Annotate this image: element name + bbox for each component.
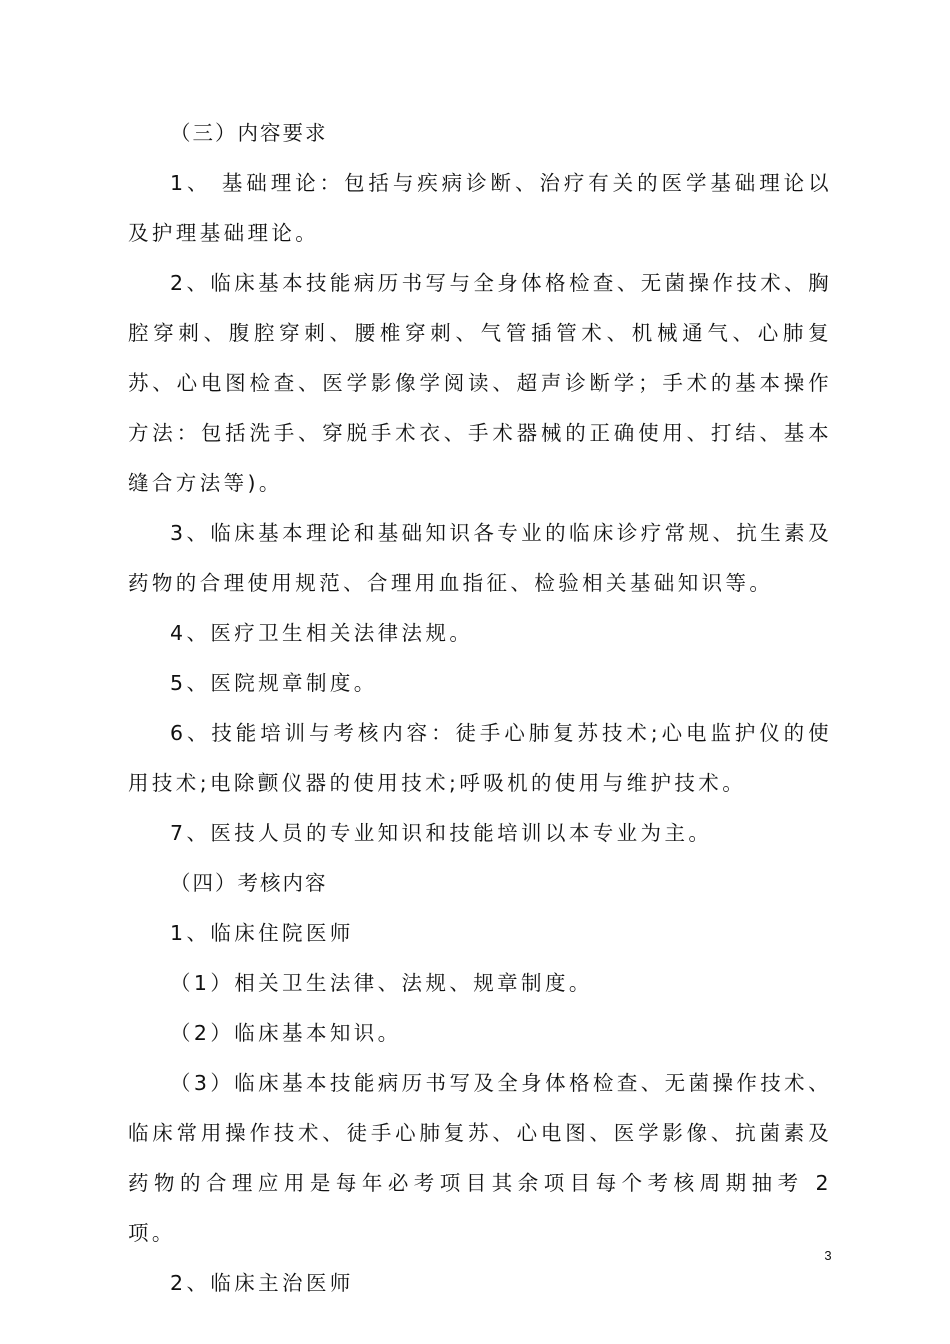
paragraph-item-1: （1）相关卫生法律、法规、规章制度。	[170, 971, 593, 995]
paragraph-laws-regulations: 4、医疗卫生相关法律法规。	[170, 621, 474, 645]
paragraph-item-2: （2）临床基本知识。	[170, 1021, 402, 1045]
paragraph-medical-technicians: 7、医技人员的专业知识和技能培训以本专业为主。	[170, 821, 713, 845]
paragraph-item-3: （3）临床基本技能病历书写及全身体格检查、无菌操作技术、临床常用操作技术、徒手心肺复苏、心电图、医学影像、抗菌素及药物的合理应用是每年必考项目其余项目每个考核周期抽考 2 项。	[128, 1071, 832, 1245]
section-heading-assessment-content: （四）考核内容	[170, 871, 328, 895]
document-body	[128, 108, 832, 1308]
paragraph-clinical-skills: 2、临床基本技能病历书写与全身体格检查、无菌操作技术、胸腔穿刺、腹腔穿刺、腰椎穿刺、气管插管术、机械通气、心肺复苏、心电图检查、医学影像学阅读、超声诊断学；手术的基本操作方法：包括洗手、穿脱手术衣、手术器械的正确使用、打结、基本缝合方法等)。	[128, 271, 832, 495]
paragraph-clinical-theory: 3、临床基本理论和基础知识各专业的临床诊疗常规、抗生素及药物的合理使用规范、合理用血指征、检验相关基础知识等。	[128, 521, 832, 595]
paragraph-attending-physician: 2、临床主治医师	[170, 1271, 354, 1295]
paragraph-resident-physician: 1、临床住院医师	[170, 921, 354, 945]
paragraph-hospital-rules: 5、医院规章制度。	[170, 671, 378, 695]
paragraph-basic-theory: 1、 基础理论：包括与疾病诊断、治疗有关的医学基础理论以及护理基础理论。	[128, 171, 832, 245]
paragraph-skills-training: 6、技能培训与考核内容：徒手心肺复苏技术;心电监护仪的使用技术;电除颤仪器的使用技术;呼吸机的使用与维护技术。	[128, 721, 832, 795]
section-heading-content-requirements: （三）内容要求	[170, 121, 328, 145]
page-number: 3	[824, 1248, 832, 1263]
